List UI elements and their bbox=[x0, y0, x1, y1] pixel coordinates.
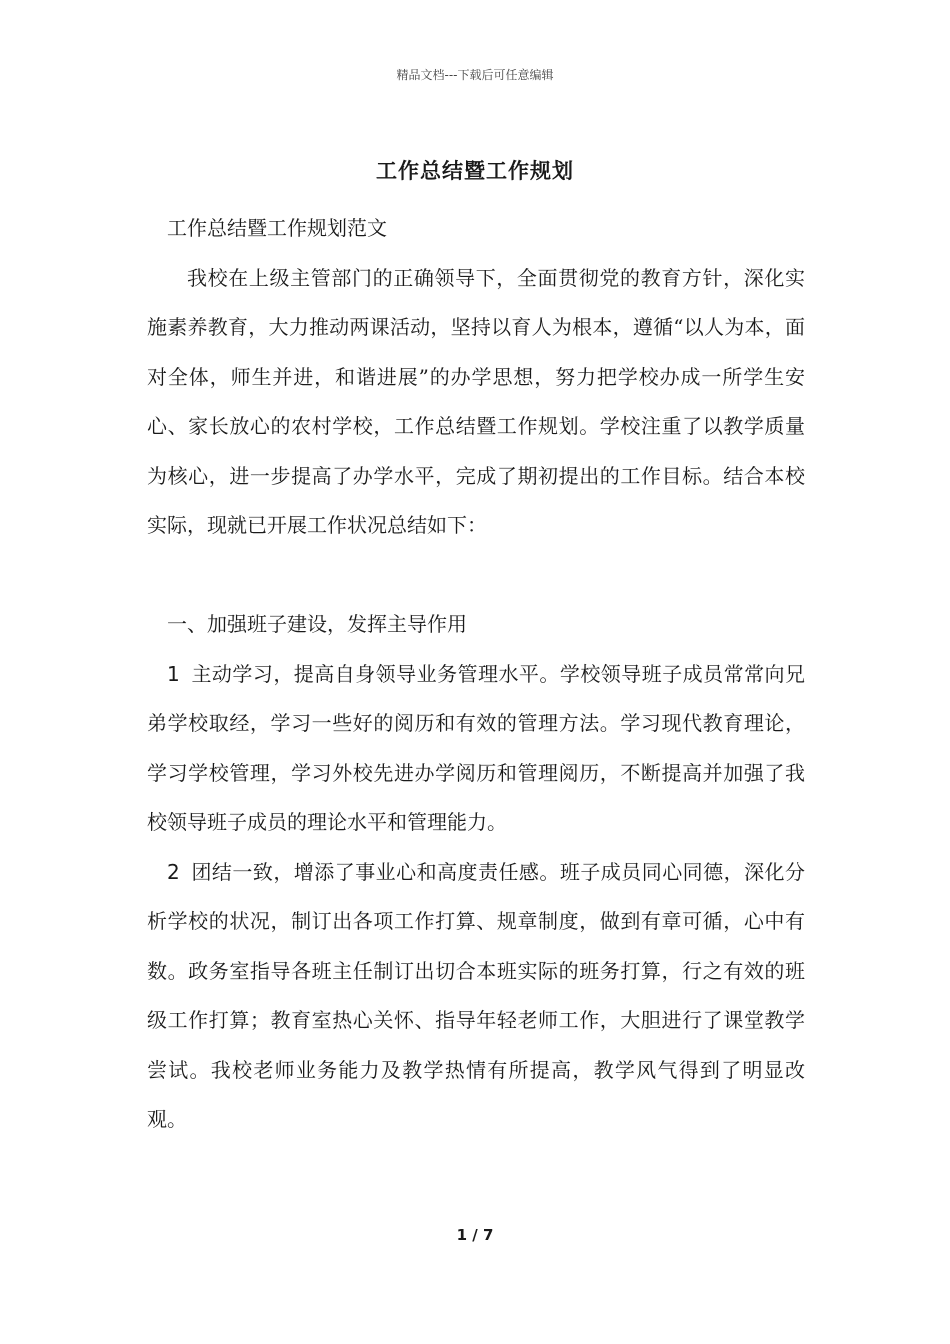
intro-paragraph: 我校在上级主管部门的正确领导下，全面贯彻党的教育方针，深化实施素养教育，大力推动两课活动，坚持以育人为根本，遵循“以人为本，面对全体，师生并进，和谐进展”的办学思想，努力把学校办成一所学生安心、家长放心的农村学校，工作总结暨工作规划。学校注重了以教学质量为核心，进一步提高了办学水平，完成了期初提出的工作目标。结合本校实际，现就已开展工作状况总结如下： bbox=[147, 265, 805, 537]
page-indicator: 1 / 7 bbox=[456, 1226, 494, 1244]
document-title: 工作总结暨工作规划 bbox=[376, 158, 574, 183]
item-number: 2 bbox=[167, 859, 180, 884]
item-text: 主动学习，提高自身领导业务管理水平。学校领导班子成员常常向兄弟学校取经，学习一些好的阅历和有效的管理方法。学习现代教育理论，学习学校管理，学习外校先进办学阅历和管理阅历，不断提高并加强了我校领导班子成员的理论水平和管理能力。 bbox=[147, 661, 805, 834]
document-body bbox=[147, 204, 805, 1145]
paragraph-spacer bbox=[147, 551, 805, 601]
numbered-item-1 bbox=[147, 650, 805, 848]
item-number: 1 bbox=[167, 661, 180, 686]
document-subtitle: 工作总结暨工作规划范文 bbox=[167, 216, 387, 240]
section-heading: 一、加强班子建设，发挥主导作用 bbox=[167, 612, 467, 636]
item-text: 团结一致，增添了事业心和高度责任感。班子成员同心同德，深化分析学校的状况，制订出各项工作打算、规章制度，做到有章可循，心中有数。政务室指导各班主任制订出切合本班实际的班务打算，行之有效的班级工作打算；教育室热心关怀、指导年轻老师工作，大胆进行了课堂教学尝试。我校老师业务能力及教学热情有所提高，教学风气得到了明显改观。 bbox=[147, 859, 805, 1131]
page-header: 精品文档---下载后可任意编辑 bbox=[396, 68, 554, 82]
numbered-item-2 bbox=[147, 848, 805, 1145]
